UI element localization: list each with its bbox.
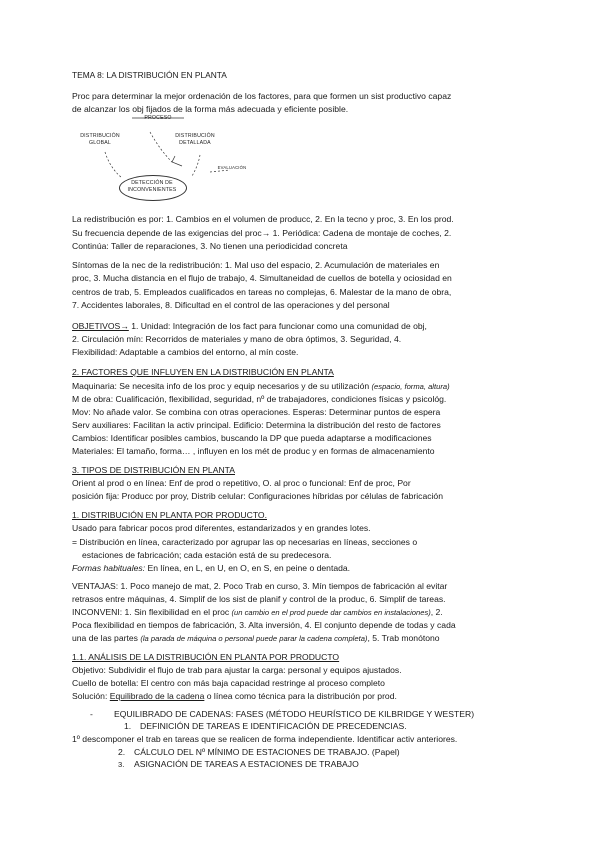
step-3-line — [118, 758, 359, 771]
objetivos-label: OBJETIVOS→ — [72, 321, 129, 331]
inconvenientes-text-3b: , 5. Trab monótono — [367, 633, 440, 643]
factores-maquinaria: Maquinaria: Se necesita info de los proc y equip necesarios y de su utilización — [72, 381, 372, 391]
equilibrado-bullet-line — [90, 708, 474, 720]
equilibrado-heading: EQUILIBRADO DE CADENAS: FASES (MÉTODO HEURÍSTICO DE KILBRIDGE Y WESTER) — [114, 709, 475, 719]
objetivos-text-1: 1. Unidad: Integración de los fact para funcionar como una comunidad de obj, — [128, 321, 427, 331]
diagram-label-detallada-1: DISTRIBUCIÓN — [175, 133, 215, 139]
step-1-line — [124, 720, 407, 732]
diagram-label-global-2: GLOBAL — [89, 140, 111, 146]
intro-line-2: de alcanzar los obj fijados de la forma más adecuada y eficiente posible. — [72, 104, 349, 114]
detection-ellipse — [119, 175, 187, 201]
solucion-text: o línea como técnica para la distribución por prod. — [204, 691, 397, 701]
inconvenientes-note-3: (la parada de máquina o personal puede parar la cadena completa) — [140, 634, 368, 643]
step-2-line — [118, 746, 400, 758]
sintomas-line-3: centros de trab, 5. Empleados cualificados en tareas no complejas, 6. Malestar de la mano de obra, — [72, 287, 452, 297]
step-1-number: 1. — [124, 721, 132, 731]
step-1-text: DEFINICIÓN DE TAREAS E IDENTIFICACIÓN DE PRECEDENCIAS. — [140, 721, 407, 731]
intro-line-1: Proc para determinar la mejor ordenación de los factores, para que formen un sist productivo capaz — [72, 91, 452, 101]
producto-line-3: estaciones de fabricación; cada estación está de su predecesora. — [82, 550, 332, 560]
sintomas-line-2: proc, 3. Mucha distancia en el flujo de trabajo, 4. Simultaneidad de cuellos de botella y ociosidad en — [72, 273, 452, 283]
inconvenientes-text-3: una de las partes — [72, 633, 141, 643]
inconvenientes-line-3 — [72, 632, 440, 645]
inconvenientes-line-1 — [72, 606, 443, 619]
analisis-line-3 — [72, 690, 397, 702]
redistribucion-line-1: La redistribución es por: 1. Cambios en el volumen de producc, 2. En la tecno y proc, 3. En los prod. — [72, 214, 454, 224]
step-3-number: 3. — [118, 760, 125, 769]
bullet-dash: - — [90, 709, 93, 719]
inconvenientes-line-2: Poca flexibilidad en tiempos de fabricación, 3. Alta inversión, 4. El conjunto depende de todas y cada — [72, 620, 456, 630]
sintomas-line-4: 7. Accidentes laborales, 8. Dificultad en el control de las operaciones y del personal — [72, 300, 390, 310]
solucion-label: Solución: — [72, 691, 110, 701]
factores-line-2: M de obra: Cualificación, flexibilidad, seguridad, nº de trabajadores, condiciones físicas y psicológ. — [72, 394, 447, 404]
step-2-text: CÁLCULO DEL Nº MÍNIMO DE ESTACIONES DE TRABAJO. (Papel) — [134, 747, 400, 757]
factores-line-5: Cambios: Identificar posibles cambios, buscando la DP que pueda adaptarse a modificaciones — [72, 433, 432, 443]
producto-line-2: = Distribución en línea, caracterizado por agrupar las op necesarias en líneas, secciones o — [72, 537, 418, 547]
step-2-number: 2. — [118, 747, 126, 757]
diagram-label-detallada-2: DETALLADA — [179, 140, 211, 146]
factores-heading: 2. FACTORES QUE INFLUYEN EN LA DISTRIBUCIÓN EN PLANTA — [72, 367, 334, 377]
tipos-line-2: posición fija: Producc por proy, Distrib celular: Configuraciones híbridas por células de fabricación — [72, 491, 443, 501]
diagram-label-proceso: PROCESO — [144, 115, 172, 121]
step-3-text: ASIGNACIÓN DE TAREAS A ESTACIONES DE TRABAJO — [134, 759, 359, 769]
analisis-heading: 1.1. ANÁLISIS DE LA DISTRIBUCIÓN EN PLANTA POR PRODUCTO — [72, 652, 340, 662]
producto-heading: 1. DISTRIBUCIÓN EN PLANTA POR PRODUCTO. — [72, 510, 267, 520]
formas-text: En línea, en L, en U, en O, en S, en peine o dentada. — [145, 563, 351, 573]
diagram-label-deteccion-2: INCONVENIENTES — [127, 187, 177, 193]
ventajas-line-1: VENTAJAS: 1. Poco manejo de mat, 2. Poco Trab en curso, 3. Mín tiempos de fabricación al evitar — [72, 581, 448, 591]
inconvenientes-text-1b: , 2. — [430, 607, 443, 617]
producto-line-1: Usado para fabricar pocos prod diferentes, estandarizados y en grandes lotes. — [72, 523, 371, 533]
objetivos-line-2: 2. Circulación mín: Recorridos de materiales y mano de obra óptimos, 3. Seguridad, 4. — [72, 334, 402, 344]
diagram-label-global-1: DISTRIBUCIÓN — [80, 133, 120, 139]
ventajas-line-2: retrasos entre máquinas, 4. Simplif de los sist de planif y control de la produc, 6. Simplif de tareas. — [72, 594, 446, 604]
redistribucion-line-2: Su frecuencia depende de las exigencias del proc→ 1. Periódica: Cadena de montaje de coches, 2. — [72, 228, 452, 238]
tipos-line-1: Orient al prod o en línea: Enf de prod o repetitivo, O. al proc o funcional: Enf de proc, Por — [72, 478, 411, 488]
page-title: TEMA 8: LA DISTRIBUCIÓN EN PLANTA — [72, 70, 227, 80]
factores-line-3: Mov: No añade valor. Se combina con otras operaciones. Esperas: Determinar puntos de espera — [72, 407, 441, 417]
diagram-label-deteccion-1: DETECCIÓN DE — [131, 180, 173, 186]
producto-line-4 — [72, 562, 350, 574]
objetivos-line-1 — [72, 320, 427, 332]
formas-label: Formas habituales: — [72, 563, 146, 573]
factores-maquinaria-note: (espacio, forma, altura) — [371, 382, 450, 391]
solucion-link: Equilibrado de la cadena — [109, 691, 205, 701]
sintomas-line-1: Síntomas de la nec de la redistribución: 1. Mal uso del espacio, 2. Acumulación de materiales en — [72, 260, 440, 270]
objetivos-line-3: Flexibilidad: Adaptable a cambios del entorno, al mín coste. — [72, 347, 299, 357]
diagram-label-evaluacion: EVALUACIÓN — [217, 165, 247, 170]
tipos-heading: 3. TIPOS DE DISTRIBUCIÓN EN PLANTA — [72, 465, 235, 475]
analisis-line-2: Cuello de botella: El centro con más baja capacidad restringe al proceso completo — [72, 678, 385, 688]
factores-line-1 — [72, 380, 450, 393]
redistribucion-line-3: Continúa: Taller de reparaciones, 3. No tienen una periodicidad concreta — [72, 241, 348, 251]
step-1-detail: 1º descomponer el trab en tareas que se realicen de forma independiente. Identificar activ anteriores. — [72, 734, 458, 744]
analisis-line-1: Objetivo: Subdividir el flujo de trab para ajustar la carga: personal y equipos ajustados. — [72, 665, 402, 675]
inconvenientes-note-1: (un cambio en el prod puede dar cambios en instalaciones) — [231, 608, 431, 617]
factores-line-4: Serv auxiliares: Facilitan la activ principal. Edificio: Determina la distribución del resto de factores — [72, 420, 441, 430]
inconvenientes-text-1: INCONVENI: 1. Sin flexibilidad en el proc — [72, 607, 232, 617]
factores-line-6: Materiales: El tamaño, forma… , influyen en los mét de produc y en formas de almacenamiento — [72, 446, 435, 456]
